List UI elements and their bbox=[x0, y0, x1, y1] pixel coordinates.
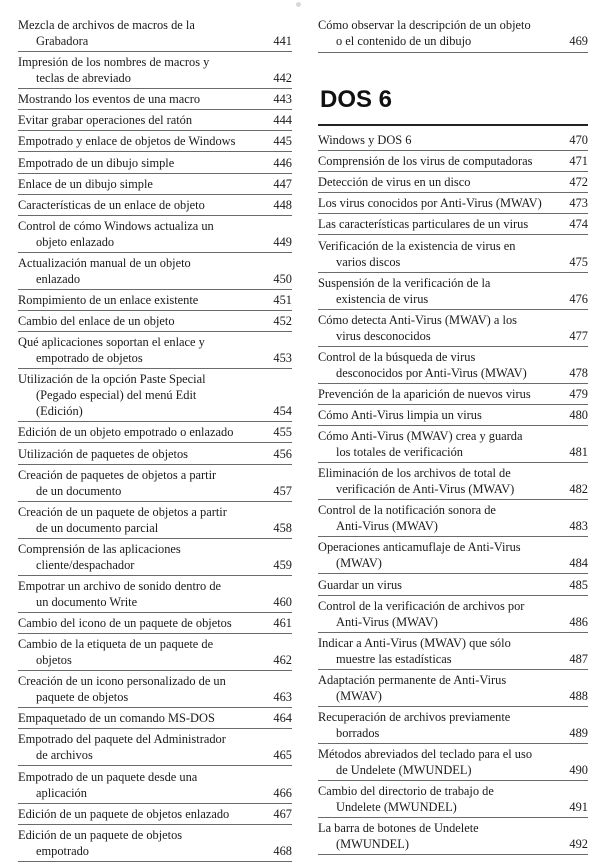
toc-divider bbox=[318, 817, 588, 818]
toc-divider bbox=[18, 612, 292, 613]
toc-entry-page: 463 bbox=[273, 690, 292, 705]
toc-entry-line: verificación de Anti-Virus (MWAV) bbox=[336, 482, 515, 497]
toc-entry[interactable] bbox=[18, 827, 292, 859]
toc-entry-line: Guardar un virus bbox=[318, 577, 402, 592]
toc-entry-line: Utilización de paquetes de objetos bbox=[18, 446, 188, 461]
toc-entry-title bbox=[318, 312, 588, 344]
toc-entry-page: 488 bbox=[569, 688, 588, 703]
toc-entry-line: Cómo Anti-Virus (MWAV) crea y guarda bbox=[318, 429, 523, 444]
toc-entry-page: 472 bbox=[569, 175, 588, 190]
toc-entry[interactable] bbox=[18, 504, 292, 536]
toc-entry-line: de archivos bbox=[36, 748, 93, 763]
toc-entry-page: 441 bbox=[273, 34, 292, 48]
toc-entry-title bbox=[18, 197, 292, 213]
toc-entry-page: 475 bbox=[569, 254, 588, 269]
toc-entry-page: 476 bbox=[569, 291, 588, 306]
toc-entry-line: Creación de un paquete de objetos a partir bbox=[18, 504, 227, 519]
toc-entry-title bbox=[18, 578, 292, 610]
toc-divider bbox=[18, 173, 292, 174]
toc-divider bbox=[318, 780, 588, 781]
toc-entry-line: Actualización manual de un objeto bbox=[18, 255, 191, 270]
toc-entry[interactable] bbox=[318, 672, 588, 704]
toc-entry-page: 479 bbox=[569, 386, 588, 401]
toc-entry-title bbox=[18, 155, 292, 171]
toc-divider bbox=[18, 368, 292, 369]
toc-entry-page: 457 bbox=[273, 483, 292, 498]
toc-entry-page: 461 bbox=[273, 616, 292, 630]
toc-entry[interactable] bbox=[318, 312, 588, 344]
toc-entry-page: 454 bbox=[273, 404, 292, 419]
toc-entry-line: de Undelete (MWUNDEL) bbox=[336, 763, 472, 777]
toc-entry-title bbox=[318, 17, 588, 49]
toc-divider bbox=[18, 151, 292, 152]
toc-entry-title bbox=[18, 710, 292, 726]
toc-divider bbox=[18, 194, 292, 195]
toc-entry[interactable] bbox=[318, 238, 588, 270]
toc-entry-line: Suspensión de la verificación de la bbox=[318, 275, 491, 290]
toc-entry-line: Empaquetado de un comando MS-DOS bbox=[18, 711, 215, 726]
toc-entry-page: 464 bbox=[273, 711, 292, 726]
toc-entry-line: Creación de paquetes de objetos a partir bbox=[18, 467, 217, 482]
toc-entry-line: Características de un enlace de objeto bbox=[18, 197, 205, 212]
toc-divider bbox=[18, 633, 292, 634]
toc-entry-line: Empotrar un archivo de sonido dentro de bbox=[18, 578, 222, 593]
toc-entry-title bbox=[18, 424, 292, 440]
toc-entry-title bbox=[18, 806, 292, 822]
toc-entry-line: cliente/despachador bbox=[36, 557, 135, 572]
toc-entry[interactable] bbox=[318, 783, 588, 815]
toc-entry-title bbox=[318, 238, 588, 270]
toc-entry-line: Detección de virus en un disco bbox=[318, 175, 471, 190]
toc-entry-line: empotrado bbox=[36, 843, 89, 858]
toc-divider bbox=[18, 824, 292, 825]
toc-entry[interactable] bbox=[318, 820, 588, 852]
toc-entry[interactable] bbox=[18, 155, 292, 171]
toc-entry-line: Adaptación permanente de Anti-Virus bbox=[318, 672, 507, 687]
toc-entry[interactable] bbox=[18, 446, 292, 462]
toc-entry[interactable] bbox=[318, 428, 588, 460]
toc-entry[interactable] bbox=[18, 578, 292, 610]
toc-divider bbox=[318, 499, 588, 500]
toc-entry-line: Qué aplicaciones soportan el enlace y bbox=[18, 335, 205, 350]
toc-entry-title bbox=[18, 176, 292, 192]
toc-entry-line: Anti-Virus (MWAV) bbox=[336, 614, 438, 629]
toc-divider bbox=[318, 669, 588, 670]
toc-entry[interactable] bbox=[18, 17, 292, 49]
toc-entry[interactable] bbox=[318, 709, 588, 741]
toc-entry-page: 477 bbox=[569, 328, 588, 343]
toc-entry[interactable] bbox=[18, 424, 292, 440]
toc-entry-page: 490 bbox=[569, 763, 588, 777]
toc-divider bbox=[18, 765, 292, 766]
toc-entry-line: Anti-Virus (MWAV) bbox=[336, 519, 438, 534]
toc-entry-line: Control de cómo Windows actualiza un bbox=[18, 218, 214, 233]
toc-entry[interactable] bbox=[18, 112, 292, 128]
toc-entry-line: aplicación bbox=[36, 785, 87, 800]
toc-divider bbox=[318, 346, 588, 347]
toc-entry-line: Undelete (MWUNDEL) bbox=[336, 800, 457, 815]
toc-entry-page: 451 bbox=[273, 293, 292, 307]
toc-entry-page: 460 bbox=[273, 594, 292, 609]
toc-divider bbox=[318, 462, 588, 463]
toc-entry[interactable] bbox=[18, 731, 292, 763]
toc-entry[interactable] bbox=[18, 176, 292, 192]
toc-entry-line: Cómo observar la descripción de un objeto bbox=[318, 18, 531, 32]
toc-entry-line: Empotrado de un paquete desde una bbox=[18, 769, 198, 784]
toc-divider bbox=[18, 728, 292, 729]
toc-entry-title bbox=[18, 54, 292, 86]
toc-divider bbox=[18, 289, 292, 290]
toc-entry-title bbox=[318, 746, 588, 778]
toc-entry-line: Prevención de la aparición de nuevos virus bbox=[318, 386, 531, 401]
toc-entry-title bbox=[18, 112, 292, 128]
toc-entry-title bbox=[18, 769, 292, 801]
toc-entry[interactable] bbox=[18, 91, 292, 107]
toc-entry-title bbox=[318, 502, 588, 534]
toc-entry[interactable] bbox=[318, 577, 588, 593]
toc-entry-line: existencia de virus bbox=[336, 291, 429, 306]
toc-entry[interactable] bbox=[318, 195, 588, 211]
toc-entry-page: 474 bbox=[569, 217, 588, 232]
toc-entry-line: Grabadora bbox=[36, 34, 89, 48]
toc-divider bbox=[18, 421, 292, 422]
toc-entry-title bbox=[318, 598, 588, 630]
toc-divider bbox=[318, 272, 588, 273]
toc-entry-title bbox=[18, 255, 292, 287]
toc-entry-line: Cambio del enlace de un objeto bbox=[18, 314, 175, 329]
toc-entry-title bbox=[318, 195, 588, 211]
toc-entry-line: Impresión de los nombres de macros y bbox=[18, 55, 210, 70]
toc-entry-line: Creación de un icono personalizado de un bbox=[18, 674, 226, 689]
toc-entry-title bbox=[318, 577, 588, 593]
toc-divider bbox=[18, 130, 292, 131]
section-title: DOS 6 bbox=[320, 86, 393, 113]
toc-entry-page: 491 bbox=[569, 800, 588, 815]
toc-entry-line: objetos bbox=[36, 653, 72, 668]
toc-entry[interactable] bbox=[318, 539, 588, 571]
toc-entry-title bbox=[18, 827, 292, 859]
toc-entry-page: 458 bbox=[273, 520, 292, 535]
toc-entry[interactable] bbox=[318, 275, 588, 307]
toc-divider bbox=[318, 743, 588, 744]
toc-entry-page: 481 bbox=[569, 445, 588, 460]
toc-divider bbox=[318, 536, 588, 537]
toc-entry[interactable] bbox=[18, 541, 292, 573]
toc-entry-title bbox=[318, 153, 588, 169]
toc-entry[interactable] bbox=[318, 746, 588, 778]
toc-divider bbox=[318, 573, 588, 574]
toc-divider bbox=[18, 88, 292, 89]
toc-entry[interactable] bbox=[18, 255, 292, 287]
toc-entry-line: Utilización de la opción Paste Special bbox=[18, 372, 206, 387]
toc-entry-title bbox=[18, 615, 292, 631]
toc-entry-line: virus desconocidos bbox=[336, 328, 431, 343]
toc-entry-title bbox=[18, 731, 292, 763]
toc-entry-title bbox=[18, 446, 292, 462]
toc-entry-title bbox=[318, 349, 588, 381]
toc-entry-page: 447 bbox=[273, 176, 292, 191]
toc-entry-page: 478 bbox=[569, 365, 588, 380]
toc-entry-title bbox=[318, 275, 588, 307]
toc-entry[interactable] bbox=[18, 54, 292, 86]
toc-entry[interactable] bbox=[18, 133, 292, 149]
toc-divider bbox=[318, 52, 588, 53]
toc-divider bbox=[18, 215, 292, 216]
toc-entry-page: 445 bbox=[273, 134, 292, 149]
toc-entry-line: Cambio del icono de un paquete de objetos bbox=[18, 616, 232, 630]
toc-entry-line: Control de la notificación sonora de bbox=[318, 503, 496, 518]
toc-entry-line: Empotrado de un dibujo simple bbox=[18, 155, 175, 170]
toc-entry-line: paquete de objetos bbox=[36, 690, 129, 705]
toc-entry[interactable] bbox=[318, 502, 588, 534]
toc-entry-page: 465 bbox=[273, 748, 292, 763]
toc-entry-line: desconocidos por Anti-Virus (MWAV) bbox=[336, 365, 527, 380]
toc-entry[interactable] bbox=[18, 371, 292, 419]
toc-entry-line: Cómo detecta Anti-Virus (MWAV) a los bbox=[318, 312, 517, 327]
toc-entry-title bbox=[18, 673, 292, 705]
toc-entry-page: 470 bbox=[569, 133, 588, 147]
toc-entry-title bbox=[318, 465, 588, 497]
toc-entry-line: varios discos bbox=[336, 254, 401, 269]
toc-entry-title bbox=[318, 216, 588, 232]
toc-entry[interactable] bbox=[18, 334, 292, 366]
toc-entry-page: 450 bbox=[273, 271, 292, 286]
toc-entry-page: 489 bbox=[569, 725, 588, 740]
toc-entry-line: Control de la búsqueda de virus bbox=[318, 349, 476, 364]
toc-divider bbox=[18, 707, 292, 708]
toc-entry[interactable] bbox=[18, 467, 292, 499]
toc-divider bbox=[318, 150, 588, 151]
toc-entry-page: 452 bbox=[273, 314, 292, 329]
toc-entry[interactable] bbox=[318, 216, 588, 232]
toc-entry-page: 482 bbox=[569, 482, 588, 497]
toc-entry-page: 453 bbox=[273, 351, 292, 366]
toc-entry-line: un documento Write bbox=[36, 594, 138, 609]
toc-divider bbox=[18, 464, 292, 465]
toc-entry-page: 456 bbox=[273, 446, 292, 461]
toc-entry-line: Cambio del directorio de trabajo de bbox=[318, 784, 494, 799]
toc-entry-line: Eliminación de los archivos de total de bbox=[318, 466, 511, 481]
toc-entry-line: empotrado de objetos bbox=[36, 351, 143, 366]
toc-entry-page: 487 bbox=[569, 651, 588, 666]
toc-entry[interactable] bbox=[318, 465, 588, 497]
toc-entry-page: 485 bbox=[569, 577, 588, 592]
toc-entry-page: 448 bbox=[273, 197, 292, 212]
toc-entry[interactable] bbox=[18, 292, 292, 308]
toc-entry-title bbox=[18, 636, 292, 668]
toc-divider bbox=[318, 404, 588, 405]
toc-entry-page: 468 bbox=[273, 843, 292, 858]
toc-entry-title bbox=[318, 539, 588, 571]
toc-divider bbox=[318, 309, 588, 310]
toc-divider bbox=[318, 213, 588, 214]
toc-divider bbox=[318, 171, 588, 172]
toc-entry-line: Comprensión de los virus de computadoras bbox=[318, 154, 533, 169]
scan-speck bbox=[296, 2, 301, 7]
toc-divider bbox=[18, 51, 292, 52]
toc-divider bbox=[18, 310, 292, 311]
toc-divider bbox=[18, 575, 292, 576]
toc-entry[interactable] bbox=[18, 673, 292, 705]
toc-entry-line: muestre las estadísticas bbox=[336, 651, 452, 666]
toc-entry-title bbox=[18, 313, 292, 329]
toc-entry-line: enlazado bbox=[36, 271, 81, 286]
toc-entry-line: de un documento bbox=[36, 483, 122, 498]
toc-entry[interactable] bbox=[318, 635, 588, 667]
toc-entry-title bbox=[18, 292, 292, 308]
toc-entry-line: teclas de abreviado bbox=[36, 71, 131, 86]
toc-entry-line: Verificación de la existencia de virus en bbox=[318, 238, 516, 253]
toc-divider bbox=[18, 670, 292, 671]
toc-entry-page: 442 bbox=[273, 71, 292, 86]
toc-entry[interactable] bbox=[18, 313, 292, 329]
toc-divider bbox=[18, 109, 292, 110]
toc-entry[interactable] bbox=[18, 710, 292, 726]
toc-entry-line: borrados bbox=[336, 725, 380, 740]
toc-entry-title bbox=[318, 132, 588, 148]
toc-entry-page: 446 bbox=[273, 155, 292, 170]
toc-entry-line: los totales de verificación bbox=[336, 445, 463, 460]
toc-entry-title bbox=[18, 467, 292, 499]
toc-entry-title bbox=[318, 635, 588, 667]
toc-entry-line: La barra de botones de Undelete bbox=[318, 821, 479, 836]
toc-entry-page: 484 bbox=[569, 556, 588, 571]
toc-entry-line: de un documento parcial bbox=[36, 520, 159, 535]
toc-entry-title bbox=[18, 91, 292, 107]
toc-entry-title bbox=[318, 386, 588, 402]
toc-entry[interactable] bbox=[18, 615, 292, 631]
toc-divider bbox=[18, 538, 292, 539]
toc-entry-line: o el contenido de un dibujo bbox=[336, 34, 472, 48]
toc-divider bbox=[18, 252, 292, 253]
section-heading-rule bbox=[318, 124, 588, 126]
toc-entry-page: 473 bbox=[569, 196, 588, 211]
toc-entry-line: (MWUNDEL) bbox=[336, 837, 409, 852]
toc-entry[interactable] bbox=[318, 132, 588, 148]
toc-divider bbox=[18, 442, 292, 443]
toc-entry-page: 492 bbox=[569, 837, 588, 852]
toc-divider bbox=[18, 331, 292, 332]
toc-entry[interactable] bbox=[18, 636, 292, 668]
toc-entry-title bbox=[18, 541, 292, 573]
toc-entry-line: Enlace de un dibujo simple bbox=[18, 176, 153, 191]
toc-entry-title bbox=[318, 672, 588, 704]
toc-entry-page: 486 bbox=[569, 614, 588, 629]
toc-divider bbox=[318, 632, 588, 633]
toc-entry-line: (Edición) bbox=[36, 404, 83, 419]
toc-entry-line: Mostrando los eventos de una macro bbox=[18, 92, 201, 107]
toc-divider bbox=[318, 595, 588, 596]
toc-entry-page: 443 bbox=[273, 92, 292, 107]
toc-entry-line: (MWAV) bbox=[336, 556, 382, 571]
toc-entry-line: Mezcla de archivos de macros de la bbox=[18, 18, 195, 32]
toc-entry-title bbox=[318, 783, 588, 815]
toc-entry[interactable] bbox=[18, 769, 292, 801]
toc-entry-page: 480 bbox=[569, 408, 588, 422]
toc-entry-title bbox=[318, 709, 588, 741]
toc-entry-line: Edición de un paquete de objetos enlazado bbox=[18, 806, 230, 821]
toc-entry-line: Cómo Anti-Virus limpia un virus bbox=[318, 408, 482, 422]
toc-entry-line: Control de la verificación de archivos por bbox=[318, 598, 525, 613]
toc-entry[interactable] bbox=[318, 386, 588, 402]
toc-entry-page: 459 bbox=[273, 557, 292, 572]
toc-entry-page: 469 bbox=[569, 34, 588, 48]
toc-entry-line: Cambio de la etiqueta de un paquete de bbox=[18, 637, 214, 652]
toc-entry-line: Empotrado y enlace de objetos de Windows bbox=[18, 134, 236, 149]
toc-entry-title bbox=[318, 174, 588, 190]
toc-entry[interactable] bbox=[318, 598, 588, 630]
toc-divider bbox=[318, 706, 588, 707]
toc-entry-line: Operaciones anticamuflaje de Anti-Virus bbox=[318, 540, 521, 555]
toc-divider bbox=[318, 234, 588, 235]
toc-entry[interactable] bbox=[318, 407, 588, 423]
toc-divider bbox=[318, 854, 588, 855]
toc-entry-title bbox=[18, 17, 292, 49]
toc-entry-page: 466 bbox=[273, 785, 292, 800]
toc-entry-line: Los virus conocidos por Anti-Virus (MWAV) bbox=[318, 196, 542, 211]
toc-entry[interactable] bbox=[18, 218, 292, 250]
toc-entry[interactable] bbox=[318, 17, 588, 49]
toc-divider bbox=[318, 425, 588, 426]
toc-divider bbox=[318, 383, 588, 384]
toc-entry-title bbox=[318, 407, 588, 423]
toc-entry-line: Windows y DOS 6 bbox=[318, 133, 412, 147]
toc-entry-line: Edición de un paquete de objetos bbox=[18, 827, 183, 842]
toc-entry-line: (MWAV) bbox=[336, 688, 382, 703]
toc-entry-page: 467 bbox=[273, 806, 292, 821]
toc-divider bbox=[18, 501, 292, 502]
toc-entry-page: 483 bbox=[569, 519, 588, 534]
toc-entry-line: (Pegado especial) del menú Edit bbox=[36, 388, 197, 403]
toc-entry[interactable] bbox=[18, 806, 292, 822]
toc-entry-line: Empotrado del paquete del Administrador bbox=[18, 732, 226, 747]
toc-entry-title bbox=[18, 218, 292, 250]
toc-entry-page: 449 bbox=[273, 234, 292, 249]
toc-entry[interactable] bbox=[318, 153, 588, 169]
toc-entry[interactable] bbox=[318, 349, 588, 381]
toc-entry-line: Edición de un objeto empotrado o enlazado bbox=[18, 425, 234, 440]
toc-entry-line: Las características particulares de un virus bbox=[318, 217, 529, 232]
toc-divider bbox=[318, 192, 588, 193]
toc-entry-line: Indicar a Anti-Virus (MWAV) que sólo bbox=[318, 635, 511, 650]
toc-entry-title bbox=[18, 371, 292, 419]
toc-entry-title bbox=[18, 504, 292, 536]
toc-entry-line: Métodos abreviados del teclado para el uso bbox=[318, 747, 533, 761]
toc-entry-page: 462 bbox=[273, 653, 292, 668]
toc-entry[interactable] bbox=[18, 197, 292, 213]
toc-entry-line: Recuperación de archivos previamente bbox=[318, 709, 511, 724]
toc-entry-title bbox=[318, 428, 588, 460]
toc-divider bbox=[18, 803, 292, 804]
toc-entry-page: 444 bbox=[273, 113, 292, 128]
toc-entry-title bbox=[18, 334, 292, 366]
toc-entry-line: objeto enlazado bbox=[36, 234, 115, 249]
toc-entry-page: 471 bbox=[569, 154, 588, 169]
toc-entry[interactable] bbox=[318, 174, 588, 190]
toc-entry-title bbox=[318, 820, 588, 852]
toc-entry-page: 455 bbox=[273, 425, 292, 440]
toc-entry-line: Rompimiento de un enlace existente bbox=[18, 293, 199, 307]
toc-entry-line: Comprensión de las aplicaciones bbox=[18, 541, 181, 556]
toc-entry-title bbox=[18, 133, 292, 149]
toc-entry-line: Evitar grabar operaciones del ratón bbox=[18, 113, 193, 128]
